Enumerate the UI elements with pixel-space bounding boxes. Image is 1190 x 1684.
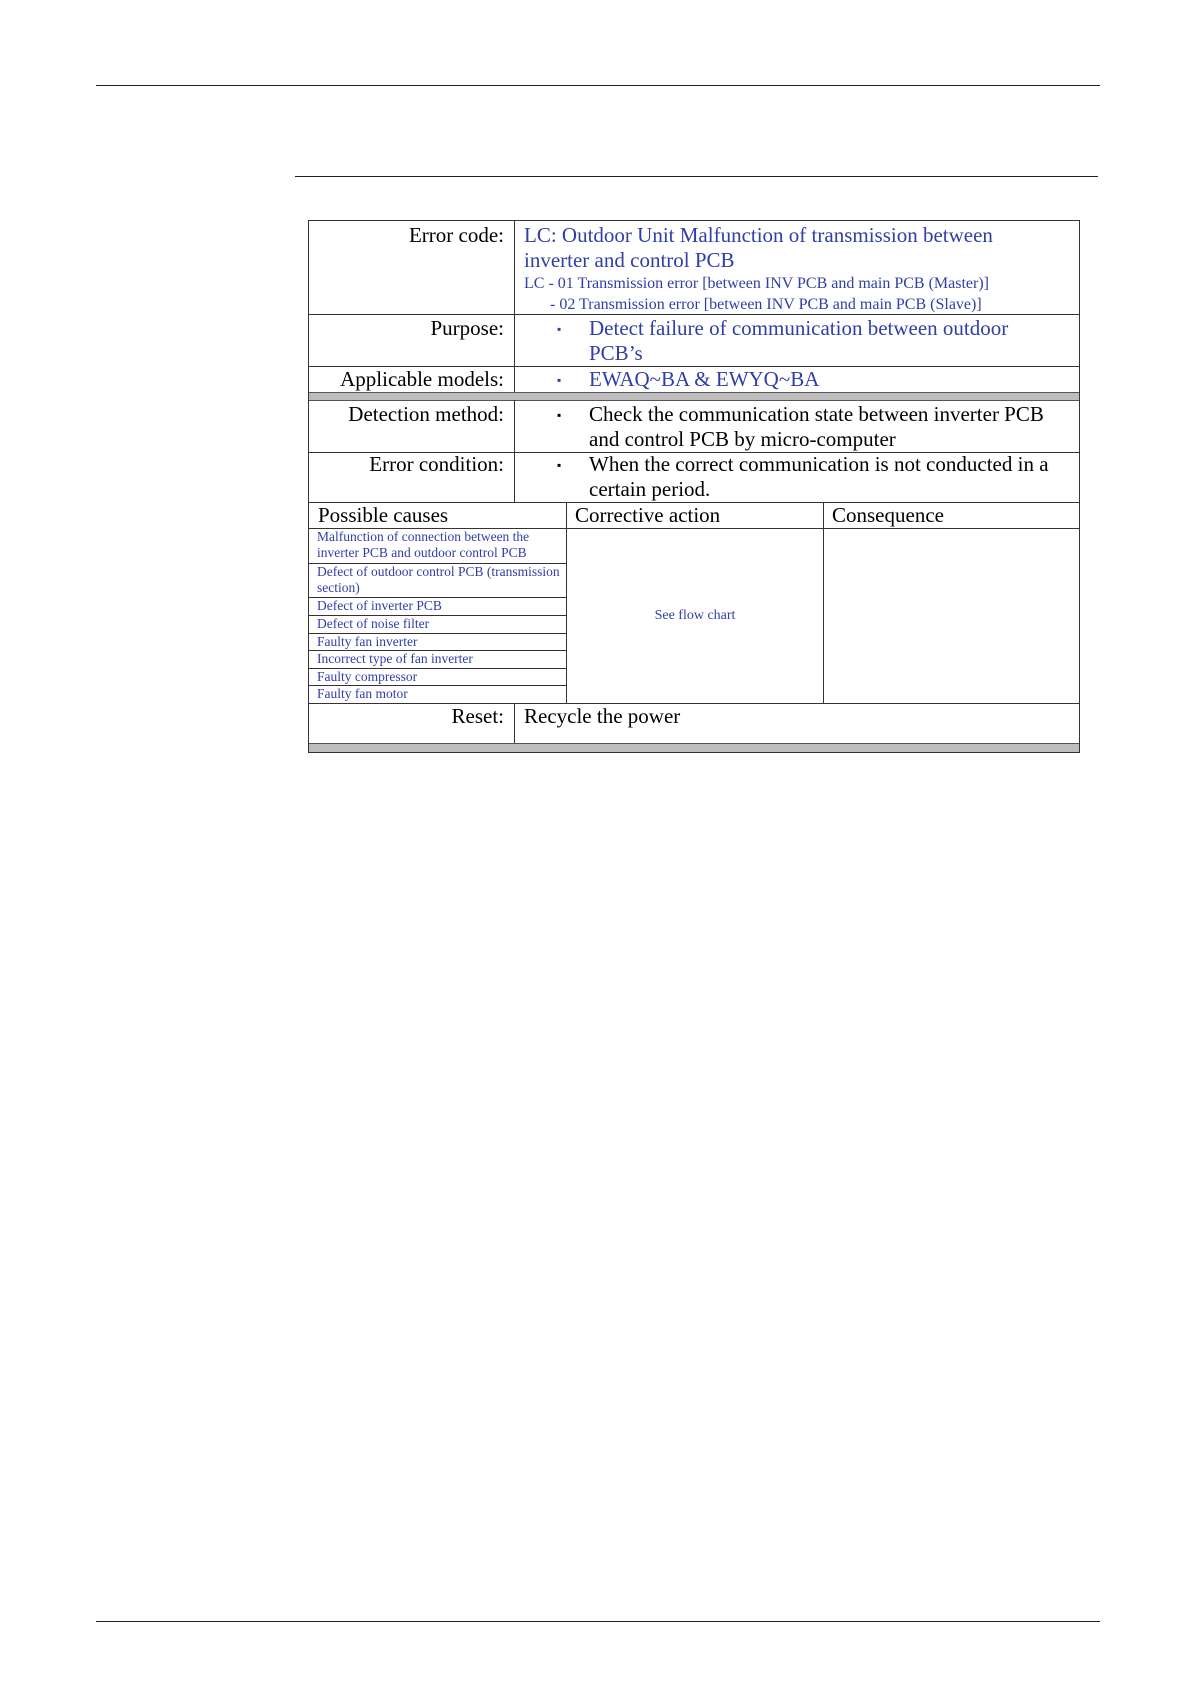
detection-method-bullet-icon: ▪ <box>557 408 562 422</box>
cause-item: Malfunction of connection between the inverter PCB and outdoor control PCB <box>317 529 530 560</box>
divider <box>309 314 1079 315</box>
purpose-text: Detect failure of communication between outdoor PCB’s <box>589 316 1009 365</box>
purpose-bullet-icon: ▪ <box>557 322 562 336</box>
cause-item: Incorrect type of fan inverter <box>317 651 473 666</box>
footer-rule <box>96 1621 1100 1622</box>
error-code-title-line1: LC: Outdoor Unit Malfunction of transmission between <box>524 223 993 247</box>
cause-item: Faulty fan motor <box>317 686 408 701</box>
error-condition-text: When the correct communication is not conducted in a certain period. <box>589 452 1049 501</box>
detection-method-text: Check the communication state between inverter PCB and control PCB by micro-computer <box>589 402 1044 451</box>
error-code-title-line2: inverter and control PCB <box>524 248 735 272</box>
cause-item: Defect of noise filter <box>317 616 430 631</box>
cause-item: Defect of outdoor control PCB (transmission section) <box>317 564 560 595</box>
detection-method-label: Detection method: <box>348 402 504 426</box>
consequence-header: Consequence <box>832 503 944 527</box>
possible-causes-header: Possible causes <box>318 503 449 527</box>
error-condition-label: Error condition: <box>369 452 504 476</box>
causes-divider <box>566 502 567 703</box>
error-code-table <box>308 220 1080 753</box>
purpose-label: Purpose: <box>430 316 504 340</box>
cause-item: Faulty fan inverter <box>317 634 418 649</box>
error-code-sub1: LC - 01 Transmission error [between INV PCB and main PCB (Master)] <box>524 275 989 292</box>
applicable-models-bullet-icon: ▪ <box>557 373 562 387</box>
corrective-action-text: See flow chart <box>654 608 736 623</box>
label-divider-bottom <box>514 703 515 743</box>
applicable-models-label: Applicable models: <box>340 367 504 391</box>
table-footer-band <box>309 743 1079 753</box>
error-code-label: Error code: <box>408 223 504 247</box>
reset-text: Recycle the power <box>524 704 681 728</box>
reset-label: Reset: <box>451 704 504 728</box>
error-code-sub2: - 02 Transmission error [between INV PCB and main PCB (Slave)] <box>550 296 982 313</box>
section-rule <box>295 176 1098 177</box>
cause-item: Faulty compressor <box>317 669 418 684</box>
header-rule <box>96 85 1100 86</box>
label-divider-top <box>514 221 515 393</box>
corrective-action-header: Corrective action <box>575 503 721 527</box>
applicable-models-text: EWAQ~BA & EWYQ~BA <box>589 367 820 391</box>
consequence-divider <box>823 502 824 703</box>
cause-item: Defect of inverter PCB <box>317 598 442 613</box>
error-condition-bullet-icon: ▪ <box>557 458 562 472</box>
section-separator <box>309 392 1079 401</box>
label-divider-middle <box>514 400 515 502</box>
